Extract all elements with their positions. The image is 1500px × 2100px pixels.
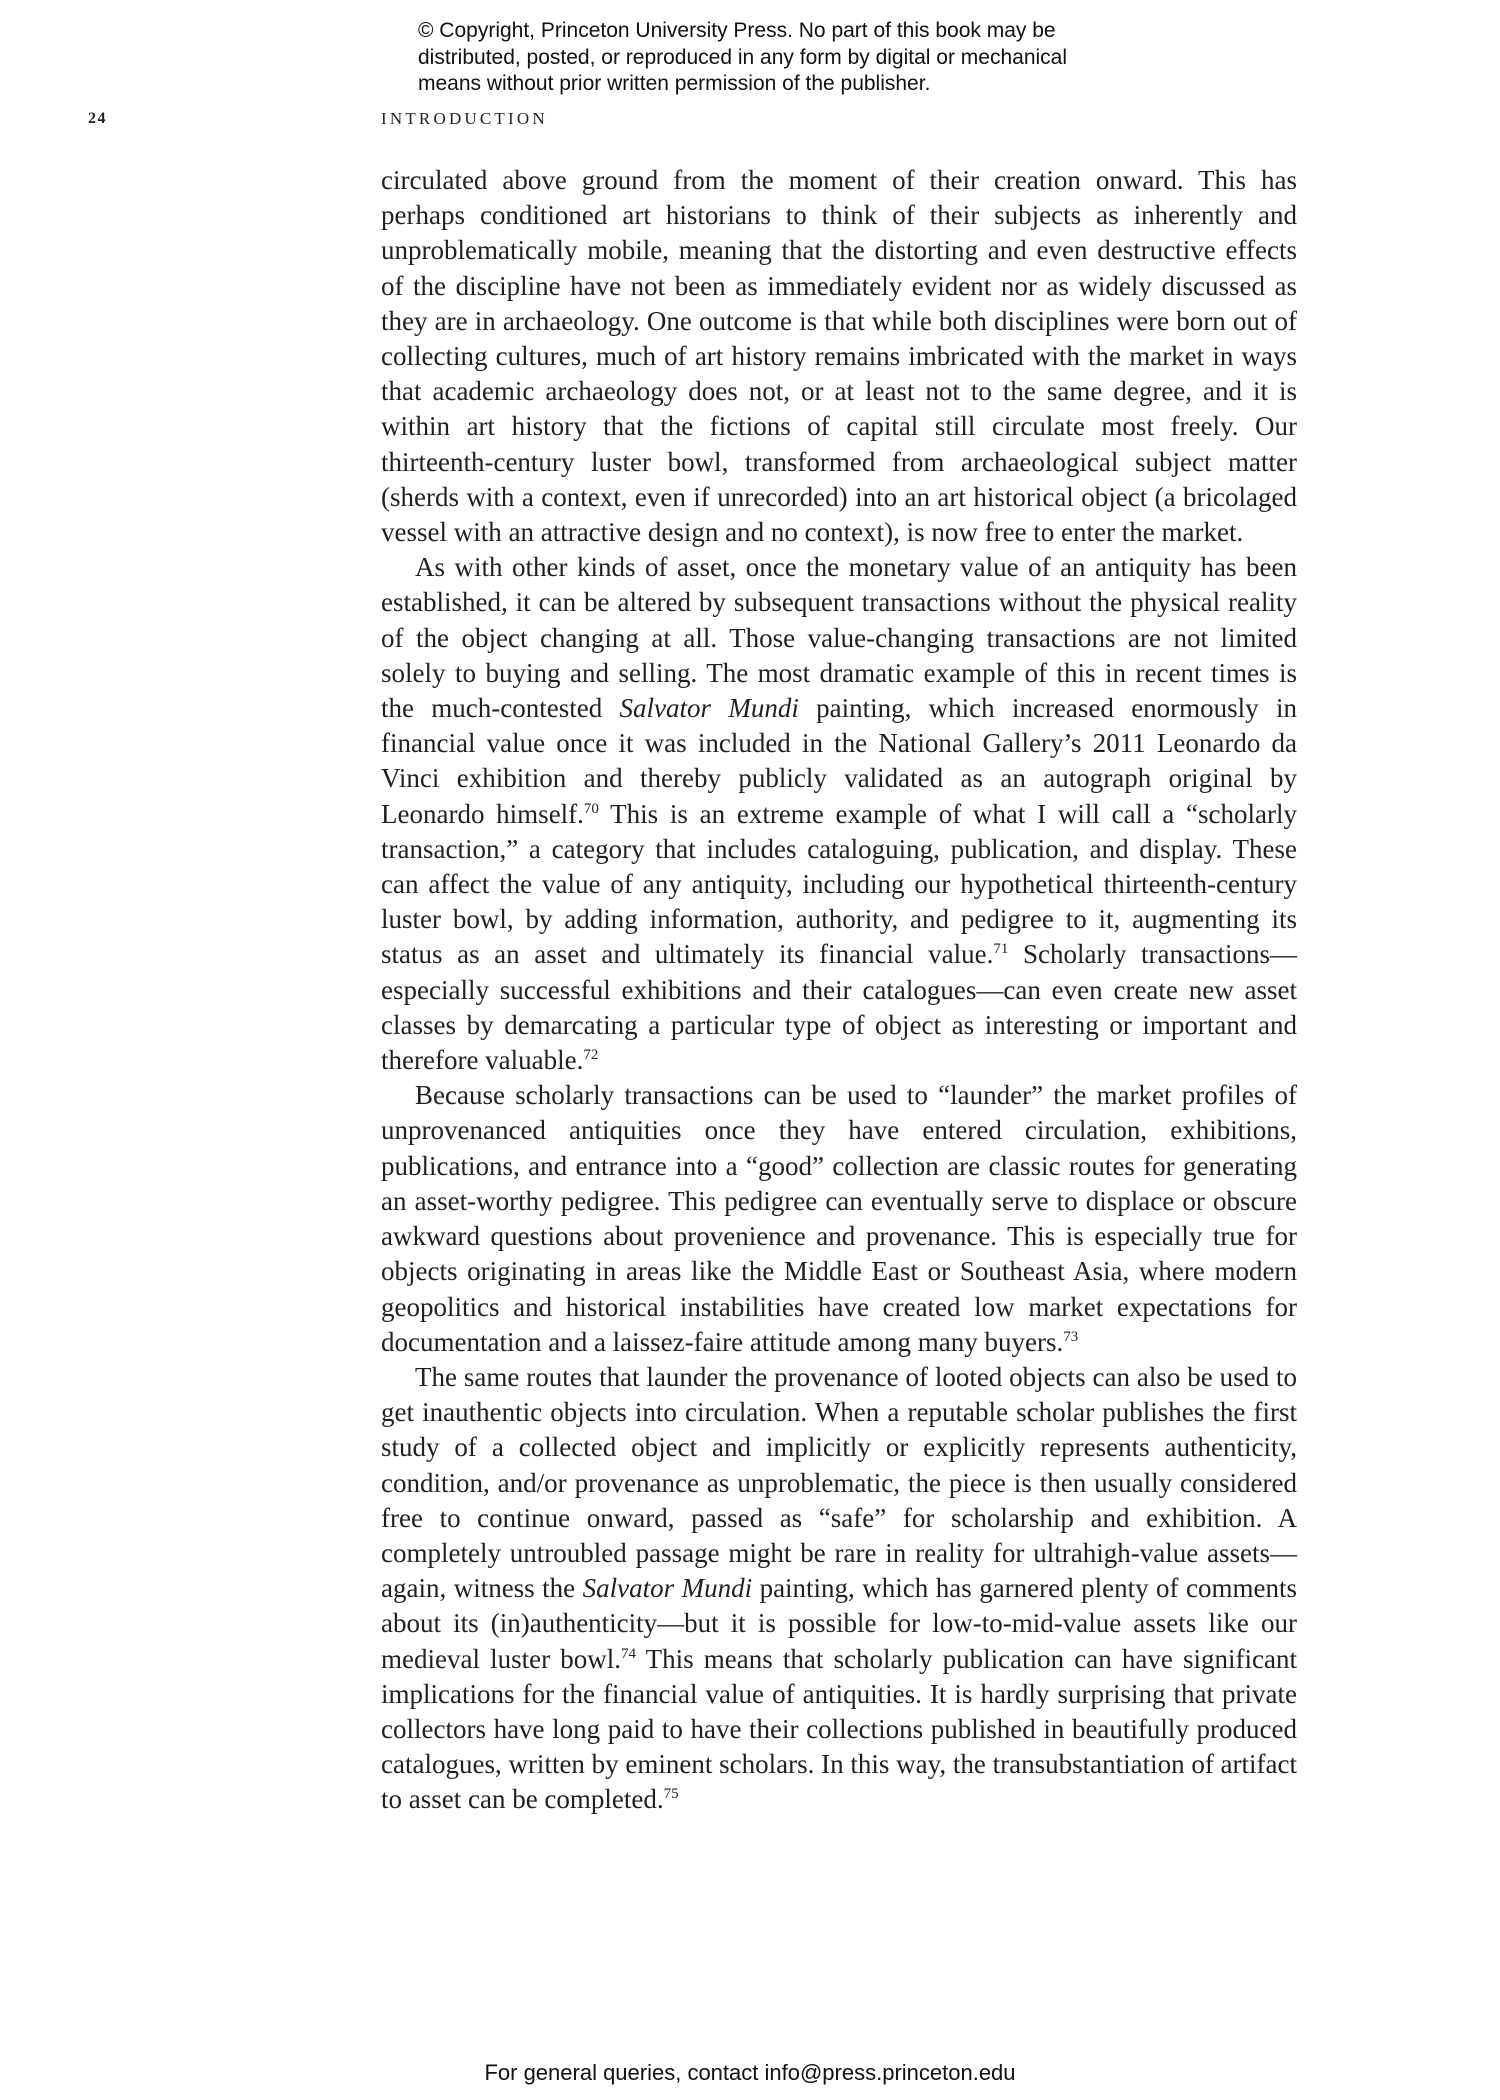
paragraph-2: [381, 550, 1297, 1078]
artwork-title: Salvator Mundi: [582, 1573, 753, 1604]
paragraph-4-text-a: The same routes that launder the provenance of looted objects can also be used to get inauthentic objects into circulation. When a reputable scholar publishes the first study of a collected object and implicitly or explicitly represents authenticity, condition, and/or provenance as unproblematic, the piece is then usually considered free to continue onward, passed as “safe” for scholarship and exhibition. A completely untroubled passage might be rare in reality for ultrahigh-value assets—again, witness the: [381, 1361, 1297, 1604]
footnote-ref-75[interactable]: 75: [663, 1786, 679, 1803]
paragraph-2-text-a: As with other kinds of asset, once the monetary value of an antiquity has been established, it can be altered by subsequent transactions without the physical reality of the object changing at all. Those value-changing transactions are not limited solely to buying and selling. The most dramatic example of this in recent times is the much-contested: [381, 552, 1297, 724]
body-text: [381, 163, 1297, 1818]
paragraph-3-text-a: Because scholarly transactions can be used to “launder” the market profiles of unprovenanced antiquities once they have entered circulation, exhibitions, publications, and entrance into a “good” collection are classic routes for generating an asset-worthy pedigree. This pedigree can eventually serve to displace or obscure awkward questions about provenience and provenance. This is especially true for objects originating in areas like the Middle East or Southeast Asia, where modern geopolitics and historical instabilities have created low market expectations for documentation and a laissez-faire attitude among many buyers.: [381, 1080, 1297, 1357]
footnote-ref-70[interactable]: 70: [583, 800, 599, 817]
paragraph-2-text-b: painting, which increased enormously in financial value once it was included in the National Gallery’s 2011 Leonardo da Vinci exhibition and thereby publicly validated as an autograph original by Leonardo himself.: [381, 693, 1297, 829]
paragraph-4-text-c: This means that scholarly publication can have significant implications for the financial value of antiquities. It is hardly surprising that private collectors have long paid to have their collections published in beautifully produced catalogues, written by eminent scholars. In this way, the transubstantiation of artifact to asset can be completed.: [381, 1643, 1298, 1815]
footnote-ref-73[interactable]: 73: [1063, 1328, 1079, 1345]
footnote-ref-72[interactable]: 72: [583, 1047, 599, 1064]
copyright-notice: [418, 18, 1178, 98]
paragraph-2-text-c: This is an extreme example of what I will call a “scholarly transaction,” a category that includes cataloguing, publication, and display. These can affect the value of any antiquity, including our hypothetical thirteenth-century luster bowl, by adding information, authority, and pedigree to it, augmenting its status as an asset and ultimately its financial value.: [381, 798, 1297, 970]
paragraph-4: [381, 1360, 1297, 1818]
copyright-line-3: means without prior written permission of the publisher.: [418, 72, 931, 95]
paragraph-1: [381, 163, 1297, 550]
page-number: 24: [88, 110, 107, 127]
paragraph-3: [381, 1078, 1297, 1360]
paragraph-2-text-d: Scholarly transactions—especially successful exhibitions and their catalogues—can even create new asset classes by demarcating a particular type of object as interesting or important and therefore valuable.: [381, 939, 1297, 1076]
footnote-ref-71[interactable]: 71: [993, 941, 1009, 958]
running-head: INTRODUCTION: [381, 109, 548, 128]
paragraph-4-text-b: painting, which has garnered plenty of comments about its (in)authenticity—but it is possible for low-to-mid-value assets like our medieval luster bowl.: [381, 1573, 1297, 1674]
artwork-title: Salvator Mundi: [619, 693, 799, 724]
copyright-line-2: distributed, posted, or reproduced in any form by digital or mechanical: [418, 45, 1068, 69]
footer-contact: For general queries, contact info@press.princeton.edu: [484, 2060, 1016, 2085]
footnote-ref-74[interactable]: 74: [621, 1645, 636, 1662]
paragraph-1-text: circulated above ground from the moment of their creation onward. This has perhaps conditioned art historians to think of their subjects as inherently and unproblematically mobile, meaning that the distorting and even destructive effects of the discipline have not been as immediately evident nor as widely discussed as they are in archaeology. One outcome is that while both disciplines were born out of collecting cultures, much of art history remains imbricated with the market in ways that academic archaeology does not, or at least not to the same degree, and it is within art history that the fictions of capital still circulate most freely. Our thirteenth-century luster bowl, transformed from archaeological subject matter (sherds with a context, even if unrecorded) into an art historical object (a bricolaged vessel with an attractive design and no context), is now free to enter the market.: [381, 165, 1297, 548]
copyright-line-1: © Copyright, Princeton University Press. No part of this book may be: [418, 19, 1056, 42]
